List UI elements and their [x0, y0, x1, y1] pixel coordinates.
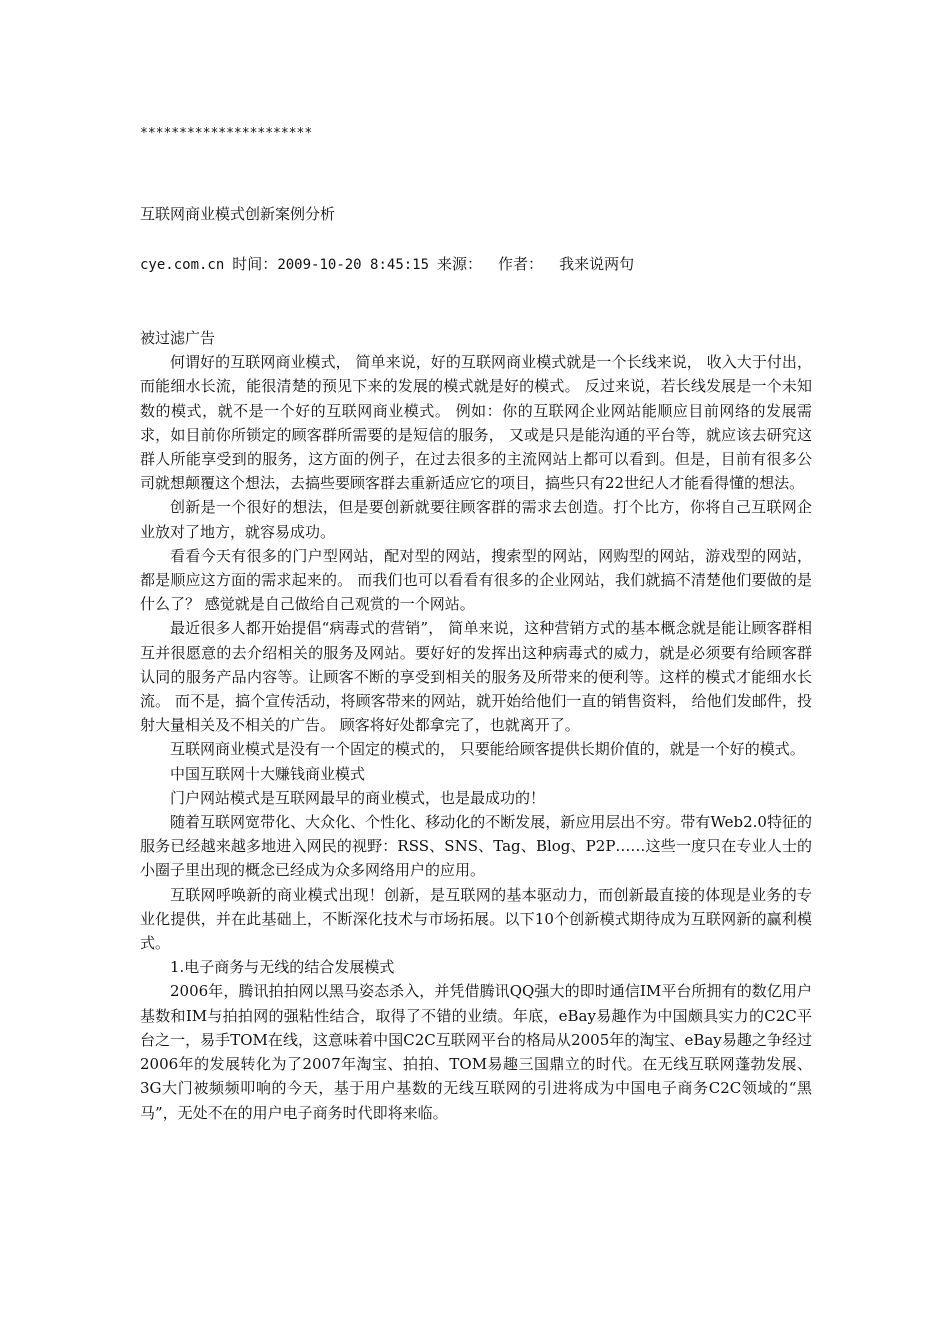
paragraph: 创新是一个很好的想法，但是要创新就要往顾客群的需求去创造。打个比方，你将自己互联网企业放对了地方，就容易成功。 [140, 498, 812, 541]
article-body [140, 326, 812, 1125]
subsection-heading: 1.电子商务与无线的结合发展模式 [170, 958, 395, 977]
paragraph: 何谓好的互联网商业模式， 简单来说，好的互联网商业模式就是一个长线来说， 收入大于付出，而能细水长流，能很清楚的预见下来的发展的模式就是好的模式。 反过来说，若长线发展是一个未知数的模式，就不是一个好的互联网商业模式。 例如：你的互联网企业网站能顺应目前网络的发展需求，如目前你所锁定的顾客群所需要的是短信的服务， 又或是只是能沟通的平台等，就应该去研究这群人所能享受到的服务，这方面的例子，在过去很多的主流网站上都可以看到。但是，目前有很多公司就想颠覆这个想法，去搞些要顾客群去重新适应它的项目，搞些只有22世纪人才能看得懂的想法。 [140, 353, 812, 493]
source-label: 来源： [437, 255, 483, 273]
author-label: 作者： [498, 255, 544, 273]
author-value: 我来说两句 [559, 255, 635, 273]
time-value: 2009-10-20 8:45:15 [277, 257, 430, 273]
ad-notice: 被过滤广告 [140, 329, 216, 347]
paragraph: 看看今天有很多的门户型网站，配对型的网站，搜索型的网站，网购型的网站，游戏型的网站，都是顺应这方面的需求起来的。 而我们也可以看看有很多的企业网站，我们就搞不清楚他们要做的是什么了？ 感觉就是自己做给自己观赏的一个网站。 [140, 546, 812, 614]
time-label: 时间： [232, 255, 278, 273]
page-title: 互联网商业模式创新案例分析 [140, 205, 336, 223]
section-heading: 中国互联网十大赚钱商业模式 [170, 764, 366, 783]
separator-stars: ********************** [140, 126, 313, 141]
article-meta [140, 253, 634, 274]
paragraph: 互联网呼唤新的商业模式出现！创新，是互联网的基本驱动力，而创新最直接的体现是业务的专业化提供，并在此基础上，不断深化技术与市场拓展。以下10个创新模式期待成为互联网新的赢利模式。 [140, 885, 812, 953]
paragraph: 最近很多人都开始提倡“病毒式的营销”， 简单来说，这种营销方式的基本概念就是能让顾客群相互并很愿意的去介绍相关的服务及网站。要好好的发挥出这种病毒式的威力，就是必须要有给顾客群认同的服务产品内容等。让顾客不断的享受到相关的服务及所带来的便利等。这样的模式才能细水长流。 而不是，搞个宣传活动，将顾客带来的网站，就开始给他们一直的销售资料， 给他们发邮件，投射大量相关及不相关的广告。 顾客将好处都拿完了，也就离开了。 [140, 619, 812, 735]
paragraph: 门户网站模式是互联网最早的商业模式，也是最成功的！ [170, 788, 546, 807]
paragraph: 互联网商业模式是没有一个固定的模式的， 只要能给顾客提供长期价值的，就是一个好的模式。 [170, 740, 805, 759]
source-site: cye.com.cn [140, 257, 225, 273]
paragraph: 随着互联网宽带化、大众化、个性化、移动化的不断发展，新应用层出不穷。带有Web2.0特征的服务已经越来越多地进入网民的视野：RSS、SNS、Tag、Blog、P2P……这些一度只在专业人士的小圈子里出现的概念已经成为众多网络用户的应用。 [140, 813, 812, 880]
paragraph: 2006年，腾讯拍拍网以黑马姿态杀入，并凭借腾讯QQ强大的即时通信IM平台所拥有的数亿用户基数和IM与拍拍网的强粘性结合，取得了不错的业绩。年底，eBay易趣作为中国颇具实力的C2C平台之一，易手TOM在线，这意味着中国C2C互联网平台的格局从2005年的淘宝、eBay易趣之争经过2006年的发展转化为了2007年淘宝、拍拍、TOM易趣三国鼎立的时代。在无线互联网蓬勃发展、3G大门被频频叩响的今天，基于用户基数的无线互联网的引进将成为中国电子商务C2C领域的“黑马”，无处不在的用户电子商务时代即将来临。 [140, 982, 812, 1122]
